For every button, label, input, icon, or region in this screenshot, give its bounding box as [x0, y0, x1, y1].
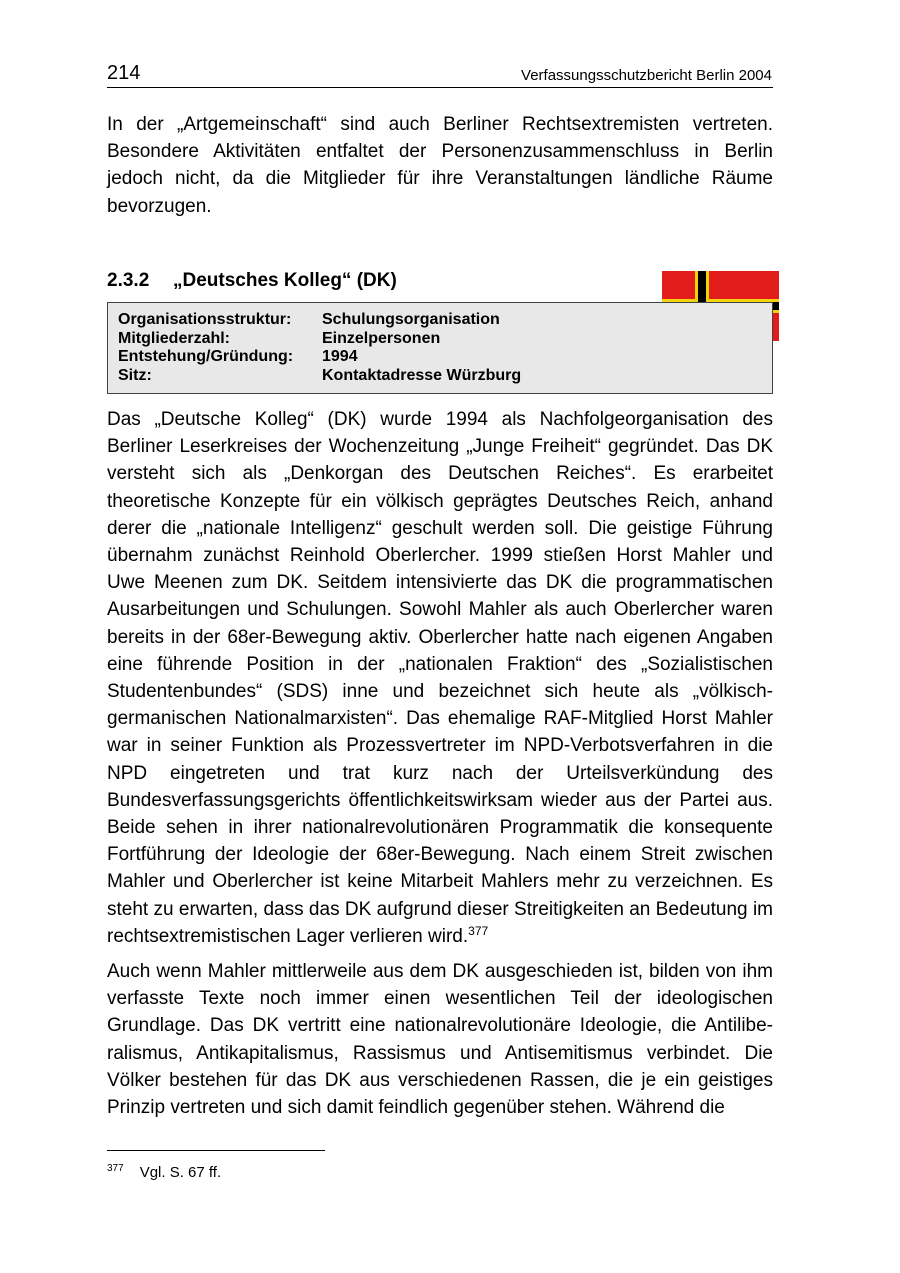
info-row: [118, 311, 521, 330]
info-label: Sitz:: [118, 366, 152, 384]
footnote-reference[interactable]: 377: [468, 923, 489, 938]
section-number: 2.3.2: [107, 270, 150, 291]
info-label: Entstehung/Gründung:: [118, 348, 294, 365]
info-row: [118, 330, 521, 349]
info-table: [118, 311, 521, 385]
intro-paragraph: In der „Artgemeinschaft“ sind auch Berliner Rechtsextremisten vertreten. Besondere Aktivitäten entfaltet der Personenzusammenschluss in Berlin jedoch nicht, da die Mitglieder für ihre Veranstaltungen ländliche Räume bevorzugen.: [107, 114, 773, 217]
info-value: Kontaktadresse Würzburg: [322, 366, 522, 384]
footnote-rule: [107, 1150, 325, 1151]
page-number: 214: [107, 62, 141, 84]
header-rule: [107, 87, 773, 88]
footnote: [107, 1163, 221, 1181]
section-title: „Deutsches Kolleg“ (DK): [173, 270, 397, 291]
info-label: Mitgliederzahl:: [118, 329, 231, 347]
body-paragraph-1-text: Das „Deutsche Kolleg“ (DK) wurde 1994 als Nachfolgeorganisation des Berliner Leserkreises der Wochenzeitung „Junge Freiheit“ gegründet. Das DK versteht sich als „Denkorgan des Deutschen Reiches“. Es erarbeitet theoretische Konzepte für ein völkisch geprägtes Deutsches Reich, anhand derer die „nationale Intelligenz“ geschult werden soll. Die geistige Führung übernahm zunächst Reinhold Oberlercher. 1999 stießen Horst Mahler und Uwe Meenen zum DK. Seitdem intensivierte das DK die programmatischen Ausarbeitungen und Schulungen. Sowohl Mahler als auch Oberlercher waren bereits in der 68er-Bewegung aktiv. Oberlercher hatte nach eigenen Angaben eine führende Position in der „nationalen Fraktion“ des „Sozialistischen Studentenbundes“ (SDS) inne und bezeichnet sich heute als „völkisch-germanischen Nationalmarxisten“. Das ehemalige RAF-Mitglied Horst Mahler war in seiner Funktion als Prozessvertreter im NPD-Verbotsverfahren in die NPD eingetreten und trat kurz nach der Urteilsverkündung des Bundesverfassungsgerichts öffentlichkeitswirksam wieder aus der Partei aus. Beide sehen in ihrer nationalrevolutionären Programmatik die konsequente Fortführung der Ideologie der 68er-Bewegung. Nach einem Streit zwischen Mahler und Oberlercher ist keine Mitarbeit Mahlers mehr zu verzeichnen. Es steht zu erwarten, dass das DK aufgrund dieser Streitigkeiten an Bedeutung im rechtsextremistischen Lager verlieren wird.: [107, 409, 773, 947]
info-row: [118, 367, 521, 386]
info-value: Schulungsorganisation: [322, 311, 500, 328]
running-head: Verfassungsschutzbericht Berlin 2004: [521, 67, 772, 84]
info-row: [118, 348, 521, 367]
info-label: Organisationsstruktur:: [118, 311, 292, 328]
info-box: [107, 302, 773, 394]
body-paragraph-2: Auch wenn Mahler mittlerweile aus dem DK ausgeschieden ist, bilden von ihm verfasste Texte noch immer einen wesentlichen Teil der ideologischen Grundlage. Das DK vertritt eine nationalrevolutionäre Ideologie, die Antiliberalismus, Antikapitalismus, Rassismus und Antisemitismus verbindet. Die Völker bestehen für das DK aus verschiedenen Rassen, die je ein geistiges Prinzip vertreten und sich damit feindlich gegenüber stehen. Während die: [107, 961, 773, 1119]
body-paragraph-1: [107, 406, 773, 950]
info-value: 1994: [322, 348, 358, 365]
footnote-number: 377: [107, 1163, 124, 1174]
info-value: Einzelpersonen: [322, 329, 441, 347]
footnote-text: Vgl. S. 67 ff.: [139, 1164, 222, 1181]
section-heading: [107, 270, 397, 292]
